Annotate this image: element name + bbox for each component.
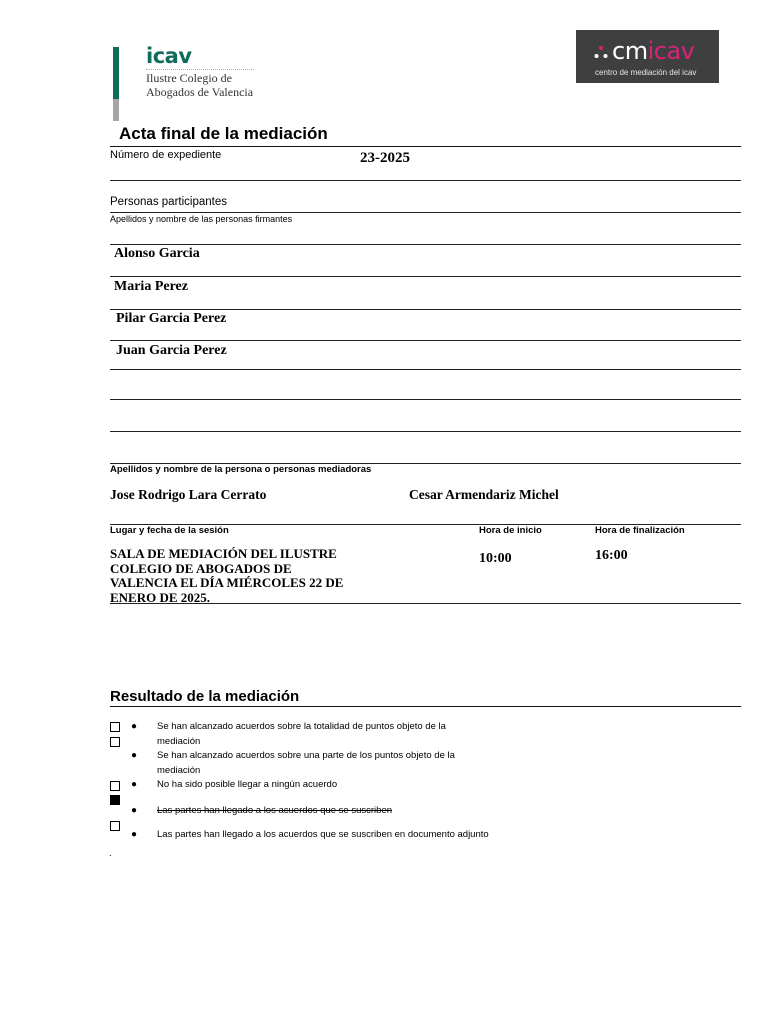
end-label: Hora de finalización (595, 525, 685, 536)
option-text (157, 720, 446, 749)
option-text: Las partes han llegado a los acuerdos que se suscriben en documento adjunto (157, 829, 489, 840)
option-line: mediación (157, 764, 201, 776)
logo-subtitle-line1: Ilustre Colegio de (146, 71, 232, 85)
logo-divider (146, 69, 254, 70)
start-time: 10:00 (479, 551, 512, 566)
mediators-label: Apellidos y nombre de la persona o personas mediadoras (110, 464, 372, 475)
participant-name: Alonso Garcia (114, 246, 200, 261)
cmicav-logo-subtitle: centro de mediación del icav (595, 68, 697, 77)
result-heading: Resultado de la mediación (110, 688, 300, 705)
option-text-struck: Las partes han llegado a los acuerdos que se suscriben (157, 805, 393, 816)
rule (110, 340, 741, 341)
bullet: ● (131, 750, 138, 761)
checkbox-agreements-attached[interactable] (110, 821, 120, 831)
checkbox-no-agreement[interactable] (110, 781, 120, 791)
expediente-value: 23-2025 (360, 150, 410, 166)
option-line: mediación (157, 735, 201, 747)
place-value: SALA DE MEDIACIÓN DEL ILUSTRE COLEGIO DE ABOGADOS DE VALENCIA EL DÍA MIÉRCOLES 22 DE ENERO DE 2025. (110, 546, 344, 605)
checkbox-partial-agreement[interactable] (110, 737, 120, 747)
rule (110, 369, 741, 370)
checkbox-agreements-subscribed[interactable] (110, 795, 120, 805)
icav-logo-word: icav (146, 44, 192, 68)
rule (110, 431, 741, 432)
place-label: Lugar y fecha de la sesión (110, 525, 229, 536)
mediator-name: Jose Rodrigo Lara Cerrato (110, 487, 267, 502)
document-title: Acta final de la mediación (119, 124, 328, 143)
rule (110, 309, 741, 310)
rule (110, 603, 741, 604)
rule (110, 276, 741, 277)
bullet: ● (131, 721, 138, 732)
option-line: Se han alcanzado acuerdos sobre la totalidad de puntos objeto de la (157, 721, 446, 732)
participant-name: Pilar Garcia Perez (116, 311, 227, 326)
participants-sublabel: Apellidos y nombre de las personas firmantes (110, 214, 293, 224)
rule (110, 212, 741, 213)
bullet: ● (131, 779, 138, 790)
start-label: Hora de inicio (479, 525, 542, 536)
rule (110, 244, 741, 245)
mediator-name: Cesar Armendariz Michel (409, 487, 559, 502)
logo-word-suffix: icav (647, 37, 695, 65)
title-rule (110, 146, 741, 147)
participant-name: Juan Garcia Perez (116, 343, 227, 358)
bullet: ● (131, 805, 138, 816)
bullet: ● (131, 829, 138, 840)
footer-mark: . (109, 848, 112, 859)
cmicav-logo-word (612, 37, 694, 65)
checkbox-total-agreement[interactable] (110, 722, 120, 732)
rule (110, 180, 741, 181)
logo-word-prefix: cm (612, 37, 648, 65)
logo-bar-green (113, 47, 119, 99)
participant-name: Maria Perez (114, 279, 188, 294)
option-line: Se han alcanzado acuerdos sobre una parte de los puntos objeto de la (157, 750, 455, 761)
end-time: 16:00 (595, 548, 628, 563)
result-rule (110, 706, 741, 707)
option-text (157, 749, 455, 778)
logo-subtitle-line2: Abogados de Valencia (146, 85, 254, 99)
expediente-label: Número de expediente (110, 149, 222, 161)
option-text: No ha sido posible llegar a ningún acuerdo (157, 779, 338, 790)
logo-dots-icon (594, 45, 608, 59)
rule (110, 399, 741, 400)
logo-bar-gray (113, 99, 119, 121)
participants-heading: Personas participantes (110, 196, 227, 208)
